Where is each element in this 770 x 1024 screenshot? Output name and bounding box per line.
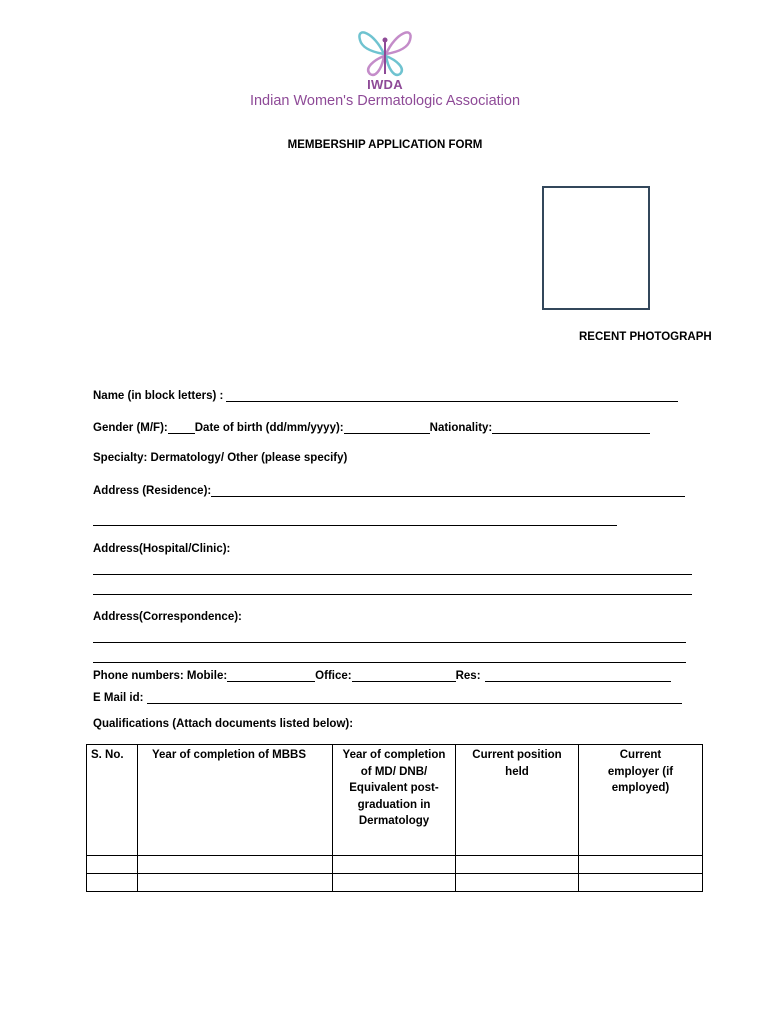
table-cell[interactable] xyxy=(333,874,456,892)
table-cell[interactable] xyxy=(579,856,703,874)
address-residence-label: Address (Residence): xyxy=(93,485,212,497)
photo-label: RECENT PHOTOGRAPH xyxy=(579,331,712,343)
address-correspondence-line-2[interactable] xyxy=(93,662,686,663)
qualifications-row xyxy=(93,718,353,730)
table-cell[interactable] xyxy=(579,874,703,892)
nationality-label: Nationality: xyxy=(429,422,493,434)
email-row xyxy=(93,690,682,704)
phone-office-field[interactable] xyxy=(352,668,456,682)
address-hospital-row xyxy=(93,543,230,555)
phone-res-label: Res: xyxy=(455,670,481,682)
table-cell[interactable] xyxy=(87,856,138,874)
qualifications-label: Qualifications (Attach documents listed below): xyxy=(93,718,354,730)
table-cell[interactable] xyxy=(456,856,579,874)
specialty-label: Specialty: Dermatology/ Other (please specify) xyxy=(93,452,348,464)
phone-mobile-field[interactable] xyxy=(227,668,315,682)
name-label: Name (in block letters) : xyxy=(93,390,224,402)
phone-res-field[interactable] xyxy=(485,668,671,682)
dob-label: Date of birth (dd/mm/yyyy): xyxy=(194,422,344,434)
specialty-row xyxy=(93,452,347,464)
name-row xyxy=(93,388,678,402)
gender-label: Gender (M/F): xyxy=(93,422,168,434)
address-correspondence-row xyxy=(93,611,242,623)
table-cell[interactable] xyxy=(138,874,333,892)
address-correspondence-line-1[interactable] xyxy=(93,642,686,643)
table-row xyxy=(87,856,703,874)
phone-row xyxy=(93,668,671,682)
header-md-year: Year of completion of MD/ DNB/ Equivalent post-graduation in Dermatology xyxy=(333,745,456,856)
header-current-employer: Current employer (if employed) xyxy=(579,745,703,856)
gender-field[interactable] xyxy=(168,420,195,434)
name-field[interactable] xyxy=(226,388,678,402)
photo-box[interactable] xyxy=(542,186,650,310)
table-cell[interactable] xyxy=(456,874,579,892)
gender-row xyxy=(93,420,650,434)
dob-field[interactable] xyxy=(344,420,430,434)
address-residence-field[interactable] xyxy=(211,483,685,497)
table-header-row xyxy=(87,745,703,856)
email-label: E Mail id: xyxy=(93,692,144,704)
address-hospital-line-2[interactable] xyxy=(93,594,692,595)
org-name: Indian Women's Dermatologic Association xyxy=(249,93,521,109)
address-hospital-label: Address(Hospital/Clinic): xyxy=(93,543,231,555)
org-abbreviation: IWDA xyxy=(367,77,403,92)
address-hospital-line-1[interactable] xyxy=(93,574,692,575)
nationality-field[interactable] xyxy=(492,420,650,434)
address-residence-row xyxy=(93,483,685,497)
form-title: MEMBERSHIP APPLICATION FORM xyxy=(287,139,483,151)
header-s-no: S. No. xyxy=(87,745,138,856)
table-cell[interactable] xyxy=(138,856,333,874)
table-cell[interactable] xyxy=(87,874,138,892)
phone-mobile-label: Phone numbers: Mobile: xyxy=(93,670,228,682)
address-residence-line-2[interactable] xyxy=(93,525,617,526)
email-field[interactable] xyxy=(147,690,682,704)
qualifications-table xyxy=(86,744,703,892)
table-cell[interactable] xyxy=(333,856,456,874)
header-current-position: Current position held xyxy=(456,745,579,856)
address-correspondence-label: Address(Correspondence): xyxy=(93,611,242,623)
phone-office-label: Office: xyxy=(315,670,352,682)
table-row xyxy=(87,874,703,892)
header-mbbs-year: Year of completion of MBBS xyxy=(138,745,333,856)
